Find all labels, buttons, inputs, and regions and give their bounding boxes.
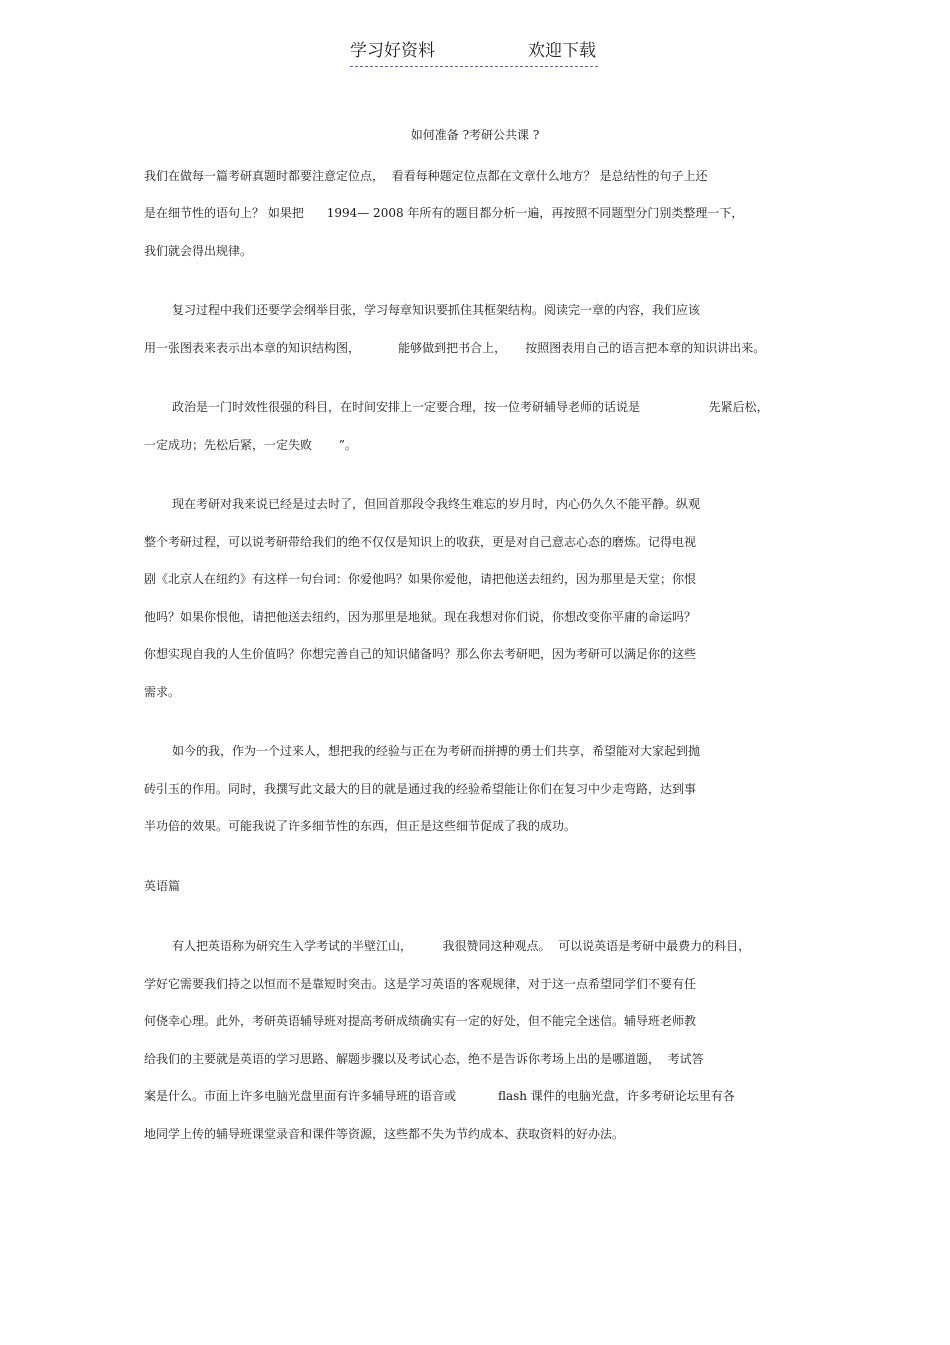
paragraph-line: 学好它需要我们持之以恒而不是靠短时突击。这是学习英语的客观规律，对于这一点希望同学们不要有任: [144, 977, 697, 991]
paragraph-line: 是在细节性的语句上？ 如果把 1994— 2008 年所有的题目都分析一遍，再按照不同题型分门别类整理一下，: [144, 206, 744, 220]
paragraph-line: 现在考研对我来说已经是过去时了，但回首那段令我终生难忘的岁月时，内心仍久久不能平静。纵观: [172, 497, 701, 511]
paragraph-line: 我们就会得出规律。: [144, 244, 253, 258]
paragraph-line: 复习过程中我们还要学会纲举目张，学习每章知识要抓住其框架结构。阅读完一章的内容，我们应该: [172, 303, 701, 317]
paragraph-line: 砖引玉的作用。同时，我撰写此文最大的目的就是通过我的经验希望能让你们在复习中少走弯路，达到事: [144, 782, 697, 796]
page-header: [350, 40, 598, 67]
paragraph-line: 用一张图表来表示出本章的知识结构图， 能够做到把书合上， 按照图表用自己的语言把本章的知识讲出来。: [144, 341, 766, 355]
section-heading: 英语篇: [144, 879, 181, 893]
paragraph-line: 何侥幸心理。此外，考研英语辅导班对提高考研成绩确实有一定的好处，但不能完全迷信。辅导班老师教: [144, 1014, 697, 1028]
paragraph-line: 需求。: [144, 685, 181, 699]
paragraph-line: 给我们的主要就是英语的学习思路、解题步骤以及考试心态，绝不是告诉你考场上出的是哪道题， 考试答: [144, 1052, 704, 1066]
paragraph-line: 有人把英语称为研究生入学考试的半壁江山， 我很赞同这种观点。 可以说英语是考研中最费力的科目，: [172, 939, 751, 953]
paragraph-line: 他吗？如果你恨他，请把他送去纽约，因为那里是地狱。现在我想对你们说，你想改变你平庸的命运吗？: [144, 610, 697, 624]
paragraph-line: 你想实现自我的人生价值吗？你想完善自己的知识储备吗？那么你去考研吧，因为考研可以满足你的这些: [144, 647, 697, 661]
paragraph-line: 剧《北京人在纽约》有这样一句台词：你爱他吗？如果你爱他，请把他送去纽约，因为那里是天堂；你恨: [144, 572, 697, 586]
paragraph-line: 我们在做每一篇考研真题时都要注意定位点， 看看每种题定位点都在文章什么地方？ 是总结性的句子上还: [144, 169, 708, 183]
paragraph-line: 案是什么。市面上许多电脑光盘里面有许多辅导班的语音或 flash 课件的电脑光盘，许多考研论坛里有各: [144, 1089, 735, 1103]
paragraph-line: 政治是一门时效性很强的科目，在时间安排上一定要合理，按一位考研辅导老师的话说是 先紧后松，: [172, 400, 769, 414]
paragraph-line: 一定成功；先松后紧，一定失败 ”。: [144, 438, 357, 452]
header-left-text: 学习好资料: [350, 41, 435, 61]
paragraph-line: 地同学上传的辅导班课堂录音和课件等资源，这些都不失为节约成本、获取资料的好办法。: [144, 1127, 625, 1141]
document-title: 如何准备 ?考研公共课 ?: [410, 128, 540, 142]
header-right-text: 欢迎下载: [528, 41, 596, 61]
paragraph-line: 如今的我，作为一个过来人，想把我的经验与正在为考研而拼搏的勇士们共享，希望能对大家起到抛: [172, 744, 701, 758]
paragraph-line: 整个考研过程，可以说考研带给我们的绝不仅仅是知识上的收获，更是对自己意志心态的磨炼。记得电视: [144, 535, 697, 549]
paragraph-line: 半功倍的效果。可能我说了许多细节性的东西，但正是这些细节促成了我的成功。: [144, 819, 577, 833]
